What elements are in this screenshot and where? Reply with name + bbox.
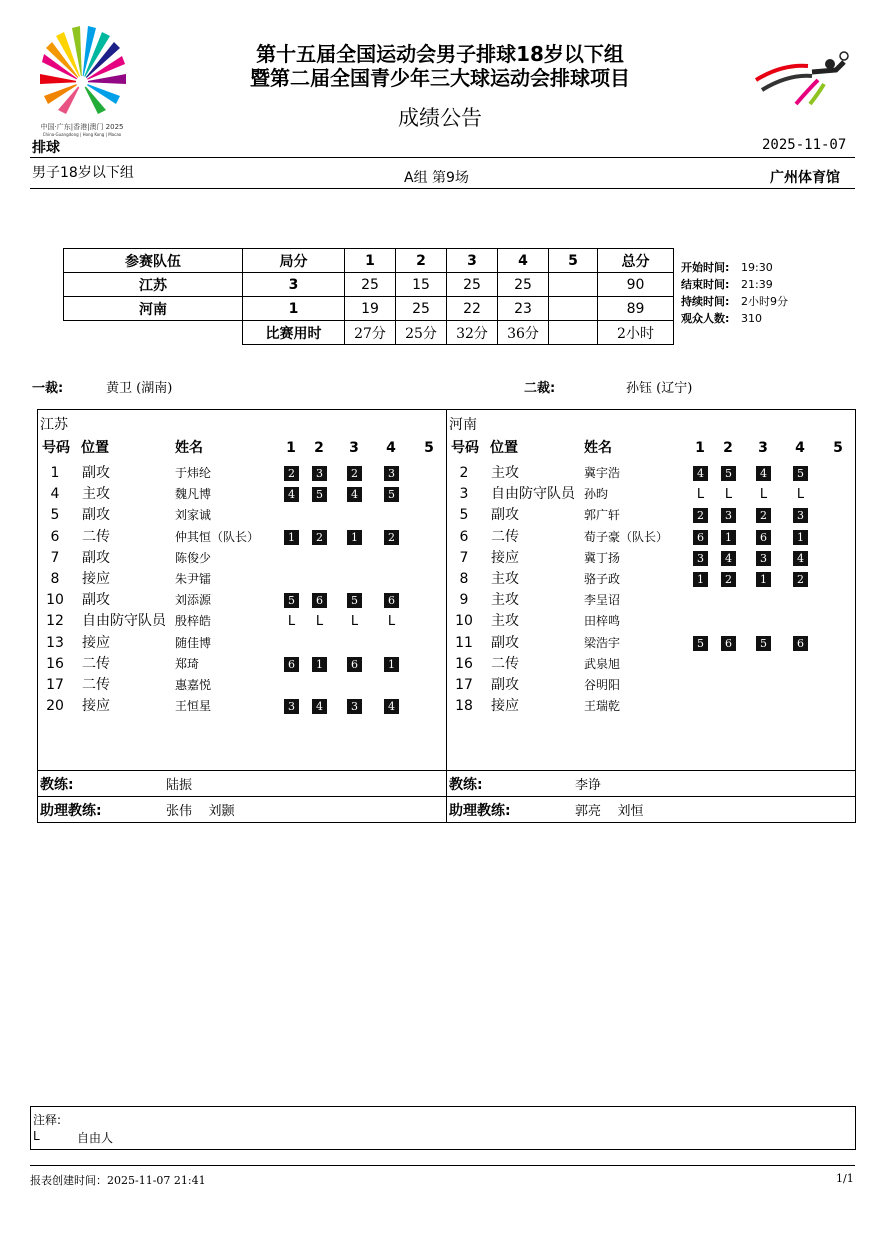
col-set5-header: 5 (549, 249, 598, 273)
rotation-position-square: 5 (793, 466, 808, 481)
player-name: 荀子豪（队长） (584, 529, 669, 544)
assistant-coach-names: 张伟 刘颢 (166, 804, 235, 819)
player-row (447, 527, 855, 548)
player-row (38, 505, 446, 526)
player-row (38, 590, 446, 611)
player-position: 副攻 (82, 549, 110, 566)
player-position: 副攻 (491, 677, 519, 693)
sets-won-cell: 3 (243, 273, 345, 297)
player-position: 主攻 (491, 592, 519, 609)
player-name: 郭广轩 (584, 508, 621, 523)
rotation-position-square: 1 (721, 530, 736, 545)
player-number: 5 (459, 507, 469, 524)
rotation-position-square: 3 (284, 699, 299, 714)
player-row (38, 654, 446, 675)
player-number: 12 (46, 613, 64, 630)
coach-name: 陆振 (166, 778, 193, 793)
team-name-cell: 江苏 (64, 273, 243, 297)
notes-meaning: 自由人 (77, 1131, 114, 1145)
player-number: 17 (46, 677, 64, 693)
player-name: 田梓鸣 (584, 614, 621, 629)
title-line-1: 第十五届全国运动会男子排球18岁以下组 (256, 42, 624, 66)
set-score-cell: 15 (396, 273, 447, 297)
set-score-cell: 25 (345, 273, 396, 297)
rotation-position-square: 1 (312, 657, 327, 672)
team-roster-away (446, 409, 856, 823)
logo-caption: 中国·广东|香港|澳门 2025 (40, 123, 124, 131)
col-set1-header: 1 (345, 249, 396, 273)
assistant-coach-label: 助理教练: (40, 803, 102, 819)
team-name: 河南 (449, 417, 477, 433)
player-row (447, 696, 855, 717)
player-position: 主攻 (491, 571, 519, 587)
page-subtitle: 成绩公告 (398, 106, 482, 130)
team-roster-home (37, 409, 447, 823)
set-score-cell: 25 (447, 273, 498, 297)
player-position: 副攻 (82, 507, 110, 524)
col-set2-header: 2 (396, 249, 447, 273)
player-number: 7 (459, 549, 469, 566)
rotation-position-square: 5 (347, 593, 362, 608)
rotation-position-square: 5 (721, 466, 736, 481)
first-referee-label: 一裁: (32, 381, 64, 396)
player-position: 副攻 (82, 465, 110, 481)
header-set-2: 2 (723, 440, 733, 456)
rotation-position-square: 1 (693, 572, 708, 587)
player-name: 殷梓皓 (175, 614, 212, 629)
player-position: 二传 (82, 677, 110, 693)
player-name: 冀宇浩 (584, 466, 621, 480)
libero-marker: L (796, 487, 805, 503)
spectators: 观众人数: 310 (681, 312, 762, 325)
rotation-position-square: 3 (756, 551, 771, 566)
player-position: 接应 (491, 549, 519, 566)
rotation-position-square: 1 (793, 530, 808, 545)
notes-box (30, 1106, 856, 1150)
sets-won-cell: 1 (243, 297, 345, 321)
title-line-2: 暨第二届全国青少年三大球运动会排球项目 (250, 66, 630, 90)
coach-name: 李诤 (575, 778, 602, 793)
rotation-position-square: 3 (312, 466, 327, 481)
player-row (38, 611, 446, 632)
assistant-coach-row (447, 796, 855, 821)
set-score-cell: 19 (345, 297, 396, 321)
rotation-position-square: 2 (721, 572, 736, 587)
rotation-position-square: 4 (793, 551, 808, 566)
libero-marker: L (759, 487, 768, 503)
rotation-position-square: 2 (284, 466, 299, 481)
player-number: 17 (455, 677, 473, 693)
assistant-coach-row (38, 796, 446, 821)
coach-label: 教练: (449, 777, 483, 793)
player-number: 11 (455, 634, 473, 651)
rotation-position-square: 1 (284, 530, 299, 545)
player-position: 二传 (82, 528, 110, 545)
player-row (38, 569, 446, 590)
rotation-position-square: 4 (756, 466, 771, 481)
player-name: 郑琦 (175, 656, 200, 671)
player-row (447, 633, 855, 654)
score-row-team-2 (64, 297, 674, 321)
player-number: 16 (455, 655, 473, 672)
coach-row (38, 770, 446, 795)
games-logo (34, 26, 130, 137)
start-time: 开始时间: 19:30 (681, 261, 773, 274)
player-position: 副攻 (491, 634, 519, 651)
rotation-position-square: 6 (347, 657, 362, 672)
coach-row (447, 770, 855, 795)
player-number: 8 (50, 571, 60, 587)
set-duration-cell: 36分 (498, 321, 549, 345)
libero-marker: L (724, 487, 733, 503)
libero-marker: L (287, 614, 296, 630)
player-number: 18 (455, 698, 473, 715)
player-name: 冀丁扬 (584, 550, 621, 565)
header-divider (30, 157, 855, 158)
roster-header (447, 438, 855, 459)
header-pos: 位置 (81, 440, 109, 456)
duration-row (64, 321, 674, 345)
rotation-position-square: 4 (284, 487, 299, 502)
player-name: 武泉旭 (584, 656, 621, 671)
set-score-cell: 22 (447, 297, 498, 321)
player-name: 仲其恒（队长） (175, 529, 260, 544)
rotation-position-square: 5 (693, 636, 708, 651)
set-duration-cell: 32分 (447, 321, 498, 345)
rotation-position-square: 6 (384, 593, 399, 608)
rotation-position-square: 1 (756, 572, 771, 587)
rotation-position-square: 1 (384, 657, 399, 672)
player-name: 魏凡博 (175, 487, 212, 502)
player-number: 9 (459, 592, 469, 609)
player-position: 二传 (82, 655, 110, 672)
player-name: 梁浩宇 (584, 635, 621, 650)
player-row (447, 463, 855, 484)
player-row (447, 590, 855, 611)
col-sets-header: 局分 (243, 249, 345, 273)
second-referee-label: 二裁: (524, 381, 556, 396)
rotation-position-square: 2 (793, 572, 808, 587)
category-label: 男子18岁以下组 (32, 165, 134, 181)
player-position: 主攻 (82, 486, 110, 503)
player-number: 6 (459, 528, 469, 545)
player-name: 王恒星 (175, 699, 212, 714)
header-set-1: 1 (286, 440, 296, 456)
player-number: 16 (46, 655, 64, 672)
player-name: 刘添源 (175, 593, 212, 608)
header-name: 姓名 (175, 440, 203, 456)
player-row (38, 463, 446, 484)
player-name: 于炜纶 (175, 466, 212, 480)
rotation-position-square: 3 (693, 551, 708, 566)
set-duration-cell: 25分 (396, 321, 447, 345)
rotation-position-square: 3 (347, 699, 362, 714)
volleyball-pictogram (752, 50, 852, 108)
sunburst-logo-icon (34, 26, 130, 118)
rotation-position-square: 5 (384, 487, 399, 502)
header-set-1: 1 (695, 440, 705, 456)
rotation-position-square: 5 (284, 593, 299, 608)
rotation-position-square: 6 (721, 636, 736, 651)
player-position: 副攻 (491, 507, 519, 524)
player-row (38, 633, 446, 654)
rotation-position-square: 3 (384, 466, 399, 481)
rotation-position-square: 5 (756, 636, 771, 651)
player-number: 7 (50, 549, 60, 566)
player-position: 二传 (491, 655, 519, 672)
set-score-cell: 25 (396, 297, 447, 321)
player-name: 朱尹镭 (175, 572, 212, 586)
rotation-position-square: 2 (756, 508, 771, 523)
libero-marker: L (315, 614, 324, 630)
player-number: 4 (50, 486, 60, 503)
player-name: 骆子政 (584, 572, 621, 586)
player-row (38, 675, 446, 696)
set-score-cell (549, 297, 598, 321)
player-name: 李呈诏 (584, 593, 621, 608)
player-row (38, 484, 446, 505)
header-pos: 位置 (490, 440, 518, 456)
rotation-position-square: 4 (347, 487, 362, 502)
header-set-4: 4 (795, 440, 805, 456)
player-position: 自由防守队员 (82, 613, 166, 630)
total-duration-cell: 2小时 (598, 321, 674, 345)
player-number: 5 (50, 507, 60, 524)
set-duration-cell: 27分 (345, 321, 396, 345)
header-set-4: 4 (386, 440, 396, 456)
player-name: 王瑞乾 (584, 699, 621, 714)
rotation-position-square: 2 (693, 508, 708, 523)
venue: 广州体育馆 (770, 170, 840, 186)
header-set-5: 5 (833, 440, 843, 456)
rotation-position-square: 3 (793, 508, 808, 523)
header-num: 号码 (42, 440, 70, 456)
player-number: 20 (46, 698, 64, 715)
rotation-position-square: 1 (347, 530, 362, 545)
player-position: 自由防守队员 (491, 486, 575, 503)
rotation-position-square: 4 (721, 551, 736, 566)
libero-marker: L (387, 614, 396, 630)
player-position: 接应 (82, 634, 110, 651)
libero-marker: L (350, 614, 359, 630)
group-match: A组 第9场 (404, 170, 469, 186)
player-number: 10 (455, 613, 473, 630)
set-score-cell (549, 273, 598, 297)
player-row (38, 696, 446, 717)
set-duration-cell (549, 321, 598, 345)
header-num: 号码 (451, 440, 479, 456)
header-set-5: 5 (424, 440, 434, 456)
rotation-position-square: 4 (384, 699, 399, 714)
set-score-cell: 25 (498, 273, 549, 297)
player-position: 接应 (491, 698, 519, 715)
header-set-2: 2 (314, 440, 324, 456)
footer-divider (30, 1165, 855, 1166)
team-name-cell: 河南 (64, 297, 243, 321)
player-row (38, 548, 446, 569)
rotation-position-square: 2 (312, 530, 327, 545)
player-position: 主攻 (491, 465, 519, 481)
second-referee: 孙钰 (辽宁) (626, 381, 693, 396)
header-set-3: 3 (349, 440, 359, 456)
rotation-position-square: 5 (312, 487, 327, 502)
libero-marker: L (696, 487, 705, 503)
player-row (447, 484, 855, 505)
rotation-position-square: 3 (721, 508, 736, 523)
total-score-cell: 90 (598, 273, 674, 297)
match-duration: 持续时间: 2小时9分 (681, 295, 788, 308)
end-time: 结束时间: 21:39 (681, 278, 773, 291)
assistant-coach-label: 助理教练: (449, 803, 511, 819)
player-number: 13 (46, 634, 64, 651)
score-table (63, 248, 674, 345)
notes-key: L (33, 1129, 40, 1143)
player-name: 谷明阳 (584, 678, 621, 692)
player-name: 随佳博 (175, 635, 212, 650)
team-name: 江苏 (40, 417, 68, 433)
player-row (447, 675, 855, 696)
player-name: 刘家诚 (175, 508, 212, 523)
player-row (447, 611, 855, 632)
score-row-team-1 (64, 273, 674, 297)
player-row (447, 548, 855, 569)
header-set-3: 3 (758, 440, 768, 456)
player-name: 惠嘉悦 (175, 678, 212, 692)
player-row (447, 569, 855, 590)
report-created: 报表创建时间：2025-11-07 21:41 (30, 1174, 206, 1187)
rotation-position-square: 6 (284, 657, 299, 672)
player-position: 接应 (82, 698, 110, 715)
assistant-coach-names: 郭亮 刘恒 (575, 804, 644, 819)
player-number: 2 (459, 465, 469, 481)
player-row (38, 527, 446, 548)
total-score-cell: 89 (598, 297, 674, 321)
player-name: 孙昀 (584, 487, 609, 502)
rotation-position-square: 6 (312, 593, 327, 608)
first-referee: 黄卫 (湖南) (106, 381, 173, 396)
rotation-position-square: 2 (384, 530, 399, 545)
report-date: 2025-11-07 (762, 137, 847, 153)
player-number: 10 (46, 592, 64, 609)
logo-caption-en: China·Guangdong | Hong Kong | Macao (42, 132, 122, 137)
sport-label: 排球 (32, 140, 60, 156)
player-row (447, 505, 855, 526)
col-set4-header: 4 (498, 249, 549, 273)
player-name: 陈俊少 (175, 550, 212, 565)
volleyball-player-icon (752, 50, 852, 108)
player-number: 6 (50, 528, 60, 545)
rotation-position-square: 6 (693, 530, 708, 545)
col-set3-header: 3 (447, 249, 498, 273)
header-divider-2 (30, 188, 855, 189)
player-position: 接应 (82, 571, 110, 587)
page-number: 1/1 (836, 1172, 854, 1185)
header-name: 姓名 (584, 440, 612, 456)
player-number: 3 (459, 486, 469, 503)
rotation-position-square: 4 (693, 466, 708, 481)
player-number: 8 (459, 571, 469, 587)
player-position: 副攻 (82, 592, 110, 609)
rotation-position-square: 4 (312, 699, 327, 714)
player-position: 二传 (491, 528, 519, 545)
player-position: 主攻 (491, 613, 519, 630)
rotation-position-square: 2 (347, 466, 362, 481)
col-total-header: 总分 (598, 249, 674, 273)
duration-label: 比赛用时 (243, 321, 345, 345)
score-header-row (64, 249, 674, 273)
set-score-cell: 23 (498, 297, 549, 321)
rotation-position-square: 6 (756, 530, 771, 545)
notes-label: 注释: (33, 1113, 62, 1127)
player-number: 1 (50, 465, 60, 481)
rotation-position-square: 6 (793, 636, 808, 651)
coach-label: 教练: (40, 777, 74, 793)
roster-header (38, 438, 446, 459)
col-team-header: 参赛队伍 (64, 249, 243, 273)
player-row (447, 654, 855, 675)
